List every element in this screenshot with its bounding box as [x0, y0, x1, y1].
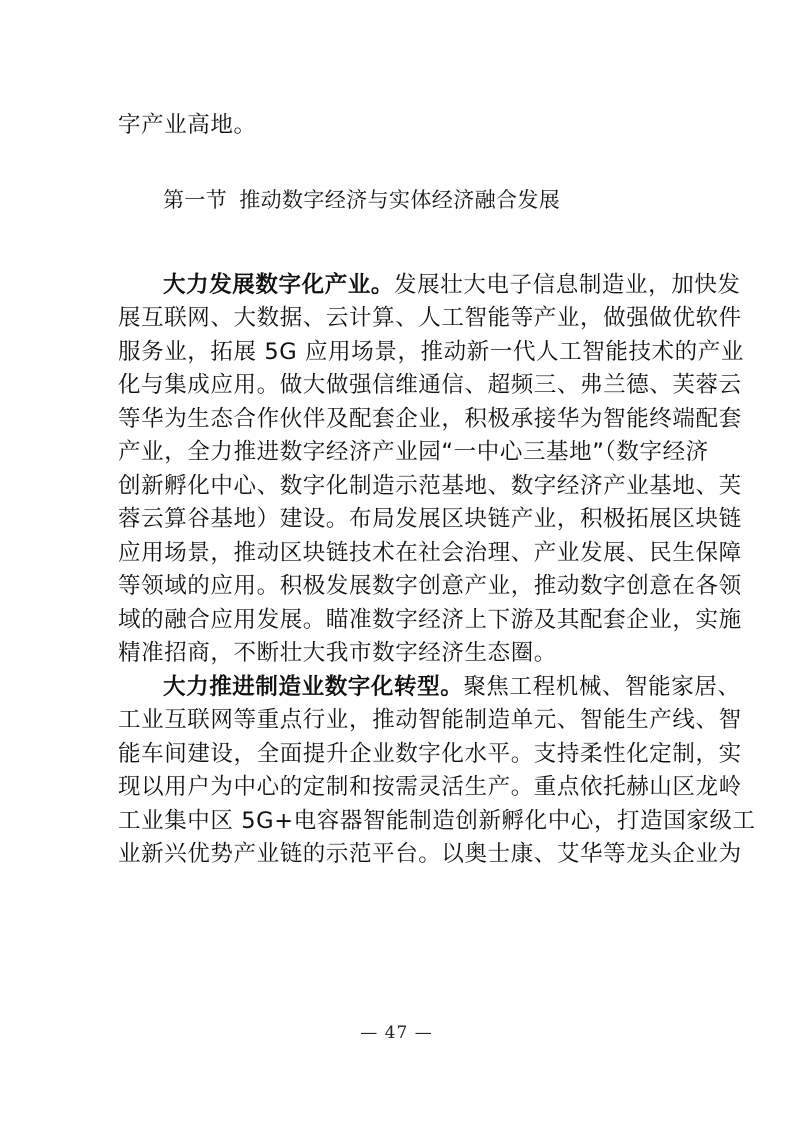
paragraph-line: 等领域的应用。积极发展数字创意产业，推动数字创意在各领: [118, 573, 742, 599]
lead-line: 字产业高地。: [118, 112, 257, 138]
paragraph-line: 创新孵化中心、数字化制造示范基地、数字经济产业基地、芙: [118, 473, 742, 499]
paragraph-line: 现以用户为中心的定制和按需灵活生产。重点依托赫山区龙岭: [118, 774, 742, 800]
paragraph-line: 产业，全力推进数字经济产业园“一中心三基地”（数字经济: [118, 439, 709, 465]
paragraph-bold-lead: 大力发展数字化产业。: [163, 272, 395, 298]
paragraph-line: 业新兴优势产业链的示范平台。以奥士康、艾华等龙头企业为: [118, 841, 742, 867]
paragraph-line: 精准招商，不断壮大我市数字经济生态圈。: [118, 640, 557, 666]
section-heading: [163, 186, 560, 214]
paragraph-line: 应用场景，推动区块链技术在社会治理、产业发展、民生保障: [118, 540, 742, 566]
page-number: — 47 —: [360, 1023, 433, 1043]
paragraph-first-line: [163, 673, 741, 701]
paragraph-text: 发展壮大电子信息制造业，加快发: [394, 272, 741, 298]
paragraph-first-line: [163, 271, 741, 299]
section-title: 推动数字经济与实体经济融合发展: [239, 188, 561, 212]
paragraph-line: 工业集中区 5G+电容器智能制造创新孵化中心，打造国家级工: [118, 808, 756, 834]
paragraph-line: 域的融合应用发展。瞄准数字经济上下游及其配套企业，实施: [118, 607, 742, 633]
paragraph-bold-lead: 大力推进制造业数字化转型。: [163, 674, 464, 700]
paragraph-line: 等华为生态合作伙伴及配套企业，积极承接华为智能终端配套: [118, 406, 742, 432]
paragraph-line: 蓉云算谷基地）建设。布局发展区块链产业，积极拓展区块链: [118, 506, 742, 532]
paragraph-line: 展互联网、大数据、云计算、人工智能等产业，做强做优软件: [118, 305, 742, 331]
section-number: 第一节: [163, 188, 228, 212]
paragraph-text: 聚焦工程机械、智能家居、: [463, 674, 741, 700]
paragraph-line: 服务业，拓展 5G 应用场景，推动新一代人工智能技术的产业: [118, 339, 744, 365]
paragraph-line: 工业互联网等重点行业，推动智能制造单元、智能生产线、智: [118, 707, 742, 733]
paragraph-line: 化与集成应用。做大做强信维通信、超频三、弗兰德、芙蓉云: [118, 372, 742, 398]
paragraph-line: 能车间建设，全面提升企业数字化水平。支持柔性化定制，实: [118, 741, 742, 767]
